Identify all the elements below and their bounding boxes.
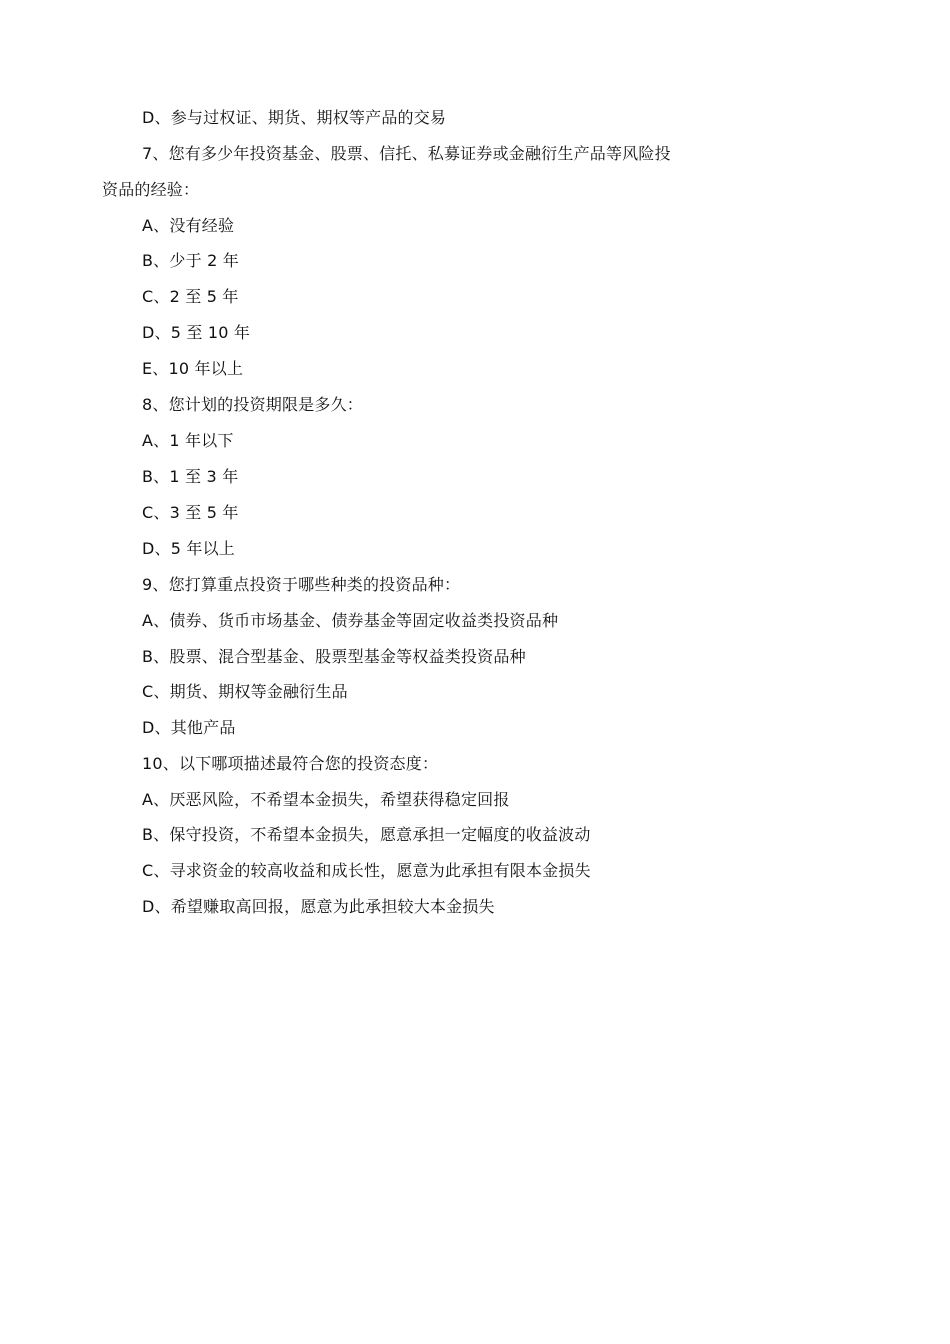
q7-option-d: D、5 至 10 年: [142, 323, 251, 342]
q7-option-b: B、少于 2 年: [142, 251, 239, 270]
q10-option-b: B、保守投资，不希望本金损失，愿意承担一定幅度的收益波动: [142, 825, 591, 844]
q9-option-c: C、期货、期权等金融衍生品: [142, 682, 348, 701]
q8-option-a: A、1 年以下: [142, 431, 234, 450]
q6-option-d: D、参与过权证、期货、期权等产品的交易: [142, 108, 447, 127]
q7-question: 7、您有多少年投资基金、股票、信托、私募证券或金融衍生产品等风险投: [142, 144, 671, 163]
q9-option-b: B、股票、混合型基金、股票型基金等权益类投资品种: [142, 647, 526, 666]
q9-question: 9、您打算重点投资于哪些种类的投资品种：: [142, 575, 461, 594]
q7-option-e: E、10 年以上: [142, 359, 244, 378]
q10-option-d: D、希望赚取高回报，愿意为此承担较大本金损失: [142, 897, 495, 916]
q10-option-c: C、寻求资金的较高收益和成长性，愿意为此承担有限本金损失: [142, 861, 591, 880]
q7-option-c: C、2 至 5 年: [142, 287, 239, 306]
q7-question-continued: 资品的经验：: [102, 180, 200, 199]
q8-question: 8、您计划的投资期限是多久：: [142, 395, 363, 414]
q7-option-a: A、没有经验: [142, 216, 235, 235]
q10-option-a: A、厌恶风险，不希望本金损失，希望获得稳定回报: [142, 790, 510, 809]
q10-question: 10、以下哪项描述最符合您的投资态度：: [142, 754, 439, 773]
q9-option-a: A、债券、货币市场基金、债券基金等固定收益类投资品种: [142, 611, 559, 630]
q9-option-d: D、其他产品: [142, 718, 236, 737]
q8-option-b: B、1 至 3 年: [142, 467, 239, 486]
q8-option-c: C、3 至 5 年: [142, 503, 239, 522]
q8-option-d: D、5 年以上: [142, 539, 235, 558]
